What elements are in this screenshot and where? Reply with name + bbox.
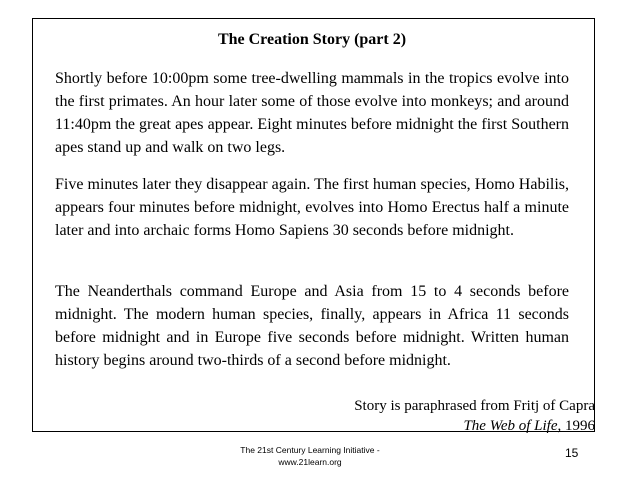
book-year: , 1996: [557, 418, 595, 434]
paragraph-homo-species: Five minutes later they disappear again. The first human species, Homo Habilis, appears four minutes before midnight, evolves into Homo Erectus half a minute later and into archaic forms Homo Sapiens 30 seconds before midnight.: [55, 176, 569, 239]
attribution: [354, 396, 595, 436]
book-title: The Web of Life: [463, 418, 558, 434]
paragraph-modern-humans: The Neanderthals command Europe and Asia from 15 to 4 seconds before midnight. The modern human species, finally, appears in Africa 11 seconds before midnight and in Europe five seconds before midnight. Written human history begins around two-thirds of a second before midnight.: [55, 283, 569, 369]
paragraph-primates: Shortly before 10:00pm some tree-dwelling mammals in the tropics evolve into the first primates. An hour later some of those evolve into monkeys; and around 11:40pm the great apes appear. Eight minutes before midnight the first Southern apes stand up and walk on two legs.: [55, 70, 569, 156]
footer-org-url: www.21learn.org: [278, 457, 342, 467]
page-number: 15: [565, 446, 579, 460]
attribution-book-line: [354, 416, 595, 436]
footer-organization: [210, 444, 410, 468]
footer-org-name: The 21st Century Learning Initiative -: [240, 445, 380, 455]
slide-title: The Creation Story (part 2): [217, 31, 407, 48]
attribution-source-line: Story is paraphrased from Fritj of Capra: [354, 398, 595, 414]
